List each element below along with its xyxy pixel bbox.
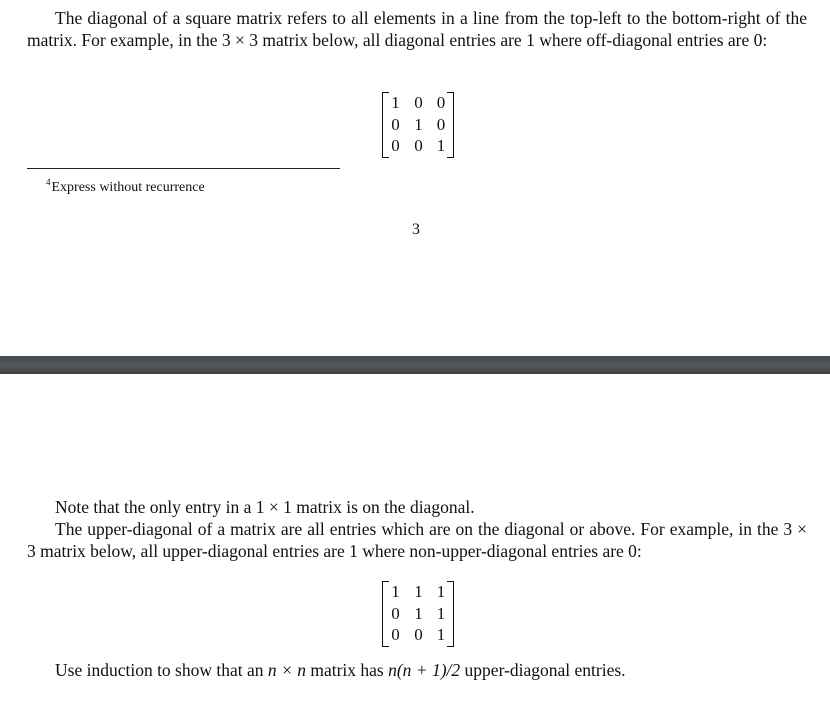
- matrix-cell: 0: [414, 625, 423, 644]
- matrix-cell: 0: [391, 625, 400, 644]
- footnote-text: Express without recurrence: [51, 180, 205, 195]
- footnote-rule: [27, 168, 340, 169]
- matrix-cell: 1: [391, 93, 400, 112]
- matrix-cell: 1: [436, 625, 446, 644]
- induction-task: [27, 659, 807, 681]
- footnote-marker: 4: [46, 177, 51, 187]
- page-4: [0, 374, 830, 706]
- task-text-before: Use induction to show that an: [55, 660, 268, 680]
- task-dims: n × n: [267, 660, 306, 680]
- matrix-cell: 1: [436, 136, 446, 155]
- matrix-cell: 0: [391, 603, 400, 623]
- upper-triangular-matrix: [382, 581, 454, 647]
- matrix-cell: 1: [436, 582, 446, 601]
- page-number: 3: [412, 221, 420, 238]
- task-text-after: upper-diagonal entries.: [460, 660, 626, 680]
- matrix-cell: 0: [391, 114, 400, 134]
- matrix-cell: 1: [436, 603, 446, 623]
- matrix-cell: 1: [414, 114, 423, 134]
- matrix-cell: 0: [391, 136, 400, 155]
- task-text-middle: matrix has: [305, 660, 389, 680]
- single-entry-note: Note that the only entry in a 1 × 1 matrix is on the diagonal.: [55, 497, 475, 517]
- matrix-cell: 0: [436, 114, 446, 134]
- right-bracket: [447, 581, 454, 647]
- page-separator: [0, 356, 830, 374]
- matrix-cell: 0: [436, 93, 446, 112]
- identity-matrix: [382, 92, 454, 158]
- right-bracket: [447, 92, 454, 158]
- diagonal-definition-paragraph: The diagonal of a square matrix refers to all elements in a line from the top-left to the bottom-right of the matrix. For example, in the 3 × 3 matrix below, all diagonal entries are 1 where off-diagonal entries are 0:: [27, 8, 807, 50]
- task-formula: n(n + 1)/2: [388, 660, 461, 680]
- matrix-cell: 1: [391, 582, 400, 601]
- matrix-cell: 0: [414, 136, 423, 155]
- matrix-cell: 1: [414, 603, 423, 623]
- matrix-cell: 0: [414, 93, 423, 112]
- matrix-cell: 1: [414, 582, 423, 601]
- footnote: [46, 173, 205, 197]
- upper-diagonal-definition-paragraph: The upper-diagonal of a matrix are all entries which are on the diagonal or above. For example, in the 3 × 3 matrix below, all upper-diagonal entries are 1 where non-upper-diagonal entries are 0:: [27, 519, 807, 561]
